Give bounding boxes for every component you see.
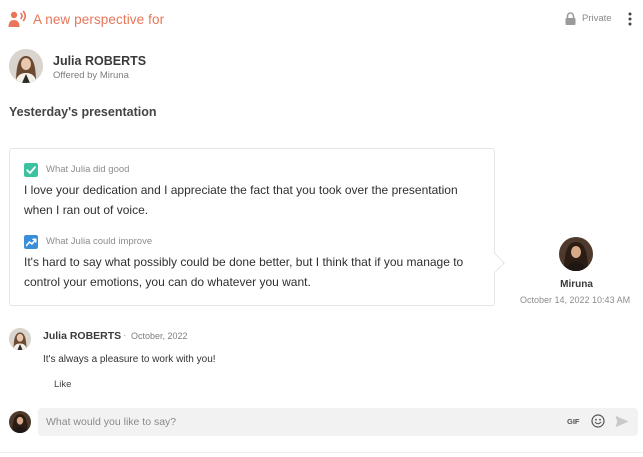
- header: [0, 0, 643, 40]
- comment-input[interactable]: [38, 408, 638, 436]
- improve-section-label: What Julia could improve: [46, 236, 153, 247]
- feedback-giver: [520, 237, 638, 307]
- trend-up-icon: [24, 235, 38, 249]
- checkbox-check-icon: [24, 163, 38, 177]
- avatar: [9, 49, 43, 83]
- comment-separator: ·: [123, 330, 127, 341]
- composer-avatar: [9, 411, 31, 433]
- giver-name: Miruna: [560, 279, 593, 290]
- comment-date: October, 2022: [131, 331, 188, 341]
- divider: [0, 452, 643, 453]
- comment-text: It's always a pleasure to work with you!: [43, 354, 216, 365]
- comment-composer: [9, 408, 639, 436]
- improve-section-text: It's hard to say what possibly could be done better, but I think that if you manage to control your emotions, you can do whatever you want.: [24, 255, 464, 289]
- more-vertical-icon[interactable]: [624, 11, 636, 27]
- send-icon[interactable]: [615, 415, 629, 428]
- lock-icon: [565, 12, 576, 25]
- feedback-subject: Yesterday's presentation: [9, 105, 157, 119]
- feedback-timestamp: October 14, 2022 10:43 AM: [520, 295, 631, 305]
- giver-avatar: [559, 237, 593, 271]
- page-title: A new perspective for: [33, 12, 165, 27]
- good-section-text: I love your dedication and I appreciate the fact that you took over the presentation when I ran out of voice.: [24, 183, 458, 217]
- good-section-label: What Julia did good: [46, 164, 130, 175]
- speaking-person-icon: [8, 10, 28, 28]
- smiley-icon[interactable]: [591, 414, 605, 428]
- comment-avatar: [9, 328, 31, 350]
- offered-by: Offered by Miruna: [53, 70, 129, 81]
- comment-item: [9, 326, 629, 396]
- feedback-card: [9, 148, 495, 306]
- like-button[interactable]: Like: [54, 379, 72, 390]
- card-pointer: [485, 253, 505, 273]
- comment-author: Julia ROBERTS: [43, 330, 122, 342]
- privacy-label: Private: [582, 13, 612, 24]
- recipient-name: Julia ROBERTS: [53, 54, 147, 68]
- gif-button[interactable]: GIF: [567, 417, 580, 426]
